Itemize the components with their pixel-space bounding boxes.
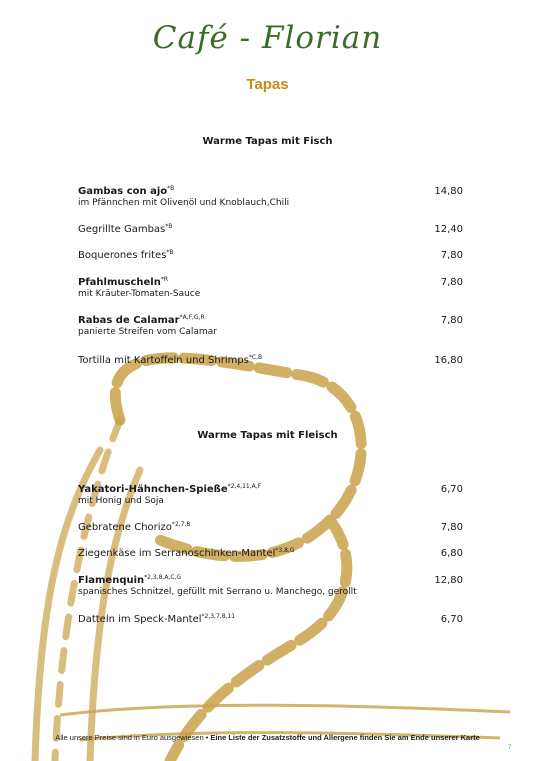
item-description: mit Honig und Soja <box>78 496 164 506</box>
item-description: spanisches Schnitzel, gefüllt mit Serrano u. Manchego, gerollt <box>78 587 357 597</box>
footer-price-note: Alle unsere Preise sind in Euro ausgewiesen • <box>55 733 211 742</box>
item-price: 12,40 <box>434 224 463 235</box>
item-allergen-mark: *2,3,7,8,11 <box>201 613 236 620</box>
item-price: 7,80 <box>440 277 463 288</box>
menu-item <box>78 355 463 367</box>
menu-item <box>78 548 463 560</box>
item-description: im Pfännchen mit Olivenöl und Knoblauch,Chili <box>78 198 290 208</box>
menu-item <box>78 614 463 626</box>
page-title: Tapas <box>246 76 289 93</box>
item-name: Tortilla mit Kartoffeln und Shrimps <box>78 355 249 366</box>
item-description: panierte Streifen vom Calamar <box>78 327 217 337</box>
item-allergen-mark: *2,7,8 <box>171 521 191 528</box>
item-name: Rabas de Calamar <box>78 315 180 326</box>
item-price: 7,80 <box>440 522 463 533</box>
item-name: Gebratene Chorizo <box>78 522 172 533</box>
page-number: 7 <box>508 745 512 751</box>
footer-note <box>0 733 535 742</box>
cafe-logo: Café - Florian <box>152 20 383 56</box>
item-allergen-mark: *3,8,G <box>275 547 295 554</box>
item-name: Gambas con ajo <box>78 186 168 197</box>
item-price: 6,80 <box>440 548 463 559</box>
item-price: 7,80 <box>440 315 463 326</box>
item-name: Datteln im Speck-Mantel <box>78 614 202 625</box>
item-name: Yakatori-Hähnchen-Spieße <box>78 484 228 495</box>
item-price: 16,80 <box>434 355 463 366</box>
item-allergen-mark: *B <box>165 223 173 230</box>
item-price: 12,80 <box>434 575 463 586</box>
footer-allergen-note: Eine Liste der Zusatzstoffe und Allergene finden Sie am Ende unserer Karte <box>210 733 480 742</box>
section-title-fleisch: Warme Tapas mit Fleisch <box>197 430 338 441</box>
item-allergen-mark: *B <box>166 249 174 256</box>
item-allergen-mark: *2,3,8,A,C,G <box>144 574 182 581</box>
item-allergen-mark: *B <box>167 185 175 192</box>
section-title-fisch: Warme Tapas mit Fisch <box>202 136 333 147</box>
item-name: Flamenquin <box>78 575 145 586</box>
item-name: Ziegenkäse im Serranoschinken-Mantel <box>78 548 276 559</box>
item-allergen-mark: *2,4,11,A,F <box>227 483 262 490</box>
item-name: Pfahlmuscheln <box>78 277 161 288</box>
item-allergen-mark: *C,B <box>248 354 263 361</box>
item-allergen-mark: *A,F,G,R <box>179 314 205 321</box>
item-price: 7,80 <box>440 250 463 261</box>
menu-item <box>78 484 463 507</box>
item-name: Gegrillte Gambas <box>78 224 166 235</box>
item-name: Boquerones frites <box>78 250 167 261</box>
item-price: 6,70 <box>440 484 463 495</box>
item-allergen-mark: *R <box>160 276 169 283</box>
menu-item <box>78 186 463 209</box>
menu-item <box>78 315 463 338</box>
item-price: 6,70 <box>440 614 463 625</box>
menu-item <box>78 522 463 534</box>
menu-item <box>78 277 463 300</box>
item-price: 14,80 <box>434 186 463 197</box>
menu-item <box>78 575 463 598</box>
item-description: mit Kräuter-Tomaten-Sauce <box>78 289 201 299</box>
menu-item <box>78 224 463 236</box>
menu-item <box>78 250 463 262</box>
